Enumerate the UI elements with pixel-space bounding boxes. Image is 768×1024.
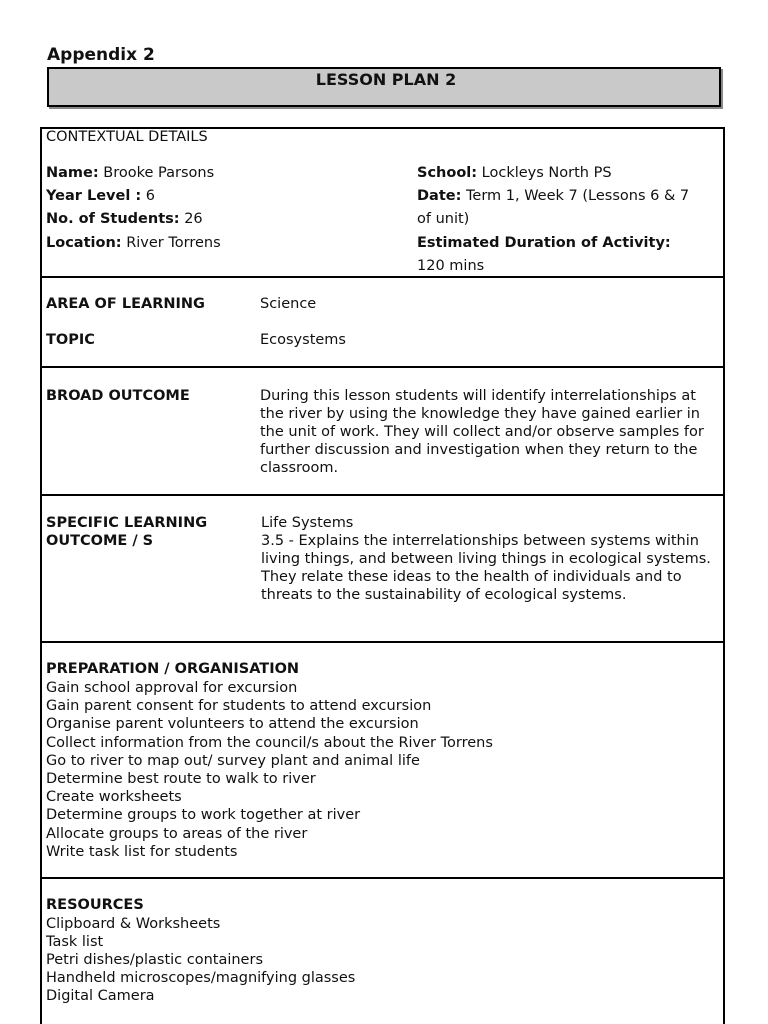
list-item: Digital Camera (46, 988, 155, 1004)
school-label: School: (417, 165, 478, 181)
list-item: Determine groups to work together at river (46, 807, 361, 824)
duration-label: Estimated Duration of Activity: (417, 235, 671, 251)
list-item: Determine best route to walk to river (46, 771, 316, 788)
year-level-label: Year Level : (46, 188, 142, 204)
page-title: LESSON PLAN 2 (315, 70, 457, 89)
specific-outcome-subheading: Life Systems (261, 515, 354, 531)
students-label: No. of Students: (46, 211, 180, 227)
date-value-continued: of unit) (417, 211, 470, 227)
table-divider (40, 366, 725, 368)
resources-heading: RESOURCES (46, 897, 144, 913)
school-row (417, 164, 612, 182)
topic-label: TOPIC (46, 332, 95, 348)
students-row (46, 210, 203, 228)
list-item: Petri dishes/plastic containers (46, 952, 263, 968)
area-label: AREA OF LEARNING (46, 296, 205, 312)
year-level-row (46, 187, 155, 205)
topic-value: Ecosystems (260, 332, 346, 348)
name-label: Name: (46, 165, 99, 181)
preparation-heading: PREPARATION / ORGANISATION (46, 661, 300, 677)
list-item: Gain parent consent for students to attend excursion (46, 698, 432, 715)
location-label: Location: (46, 235, 122, 251)
resources-list (46, 915, 355, 1005)
list-item: Go to river to map out/ survey plant and animal life (46, 752, 420, 769)
area-value: Science (260, 296, 317, 312)
specific-outcome-label-continued: OUTCOME / S (46, 533, 154, 549)
date-value: Term 1, Week 7 (Lessons 6 & 7 (466, 188, 690, 204)
table-divider (40, 276, 725, 278)
location-value: River Torrens (126, 235, 221, 251)
table-divider (40, 641, 725, 643)
location-row (46, 234, 221, 252)
name-value: Brooke Parsons (103, 165, 215, 181)
list-item: Gain school approval for excursion (46, 680, 298, 696)
list-item: Task list (46, 934, 104, 950)
date-label: Date: (417, 188, 462, 204)
list-item: Handheld microscopes/magnifying glasses (46, 970, 356, 986)
list-item: Allocate groups to areas of the river (46, 825, 308, 842)
duration-value: 120 mins (417, 258, 485, 274)
list-item: Organise parent volunteers to attend the excursion (46, 716, 419, 733)
broad-outcome-label: BROAD OUTCOME (46, 388, 190, 404)
list-item: Collect information from the council/s about the River Torrens (46, 734, 493, 751)
students-value: 26 (184, 211, 203, 227)
school-value: Lockleys North PS (481, 165, 612, 181)
list-item: Create worksheets (46, 789, 182, 806)
title-banner (47, 67, 721, 107)
table-divider (40, 494, 725, 496)
specific-outcome-label: SPECIFIC LEARNING (46, 515, 208, 531)
name-row (46, 164, 214, 182)
year-level-value: 6 (145, 188, 156, 204)
appendix-heading: Appendix 2 (47, 45, 155, 65)
contextual-heading: CONTEXTUAL DETAILS (46, 129, 208, 145)
list-item: Clipboard & Worksheets (46, 916, 221, 932)
preparation-list (46, 679, 493, 861)
list-item: Write task list for students (46, 843, 238, 860)
specific-outcome-text: 3.5 - Explains the interrelationships between systems within living things, and between living things in ecological systems. They relate these ideas to the health of individuals and to threats to the sustainability of ecological systems. (261, 533, 711, 603)
broad-outcome-text: During this lesson students will identify interrelationships at the river by using the knowledge they have gained earlier in the unit of work. They will collect and/or observe samples for further discussion and investigation when they return to the classroom. (260, 388, 704, 476)
table-divider (40, 877, 725, 879)
date-row (417, 187, 689, 205)
